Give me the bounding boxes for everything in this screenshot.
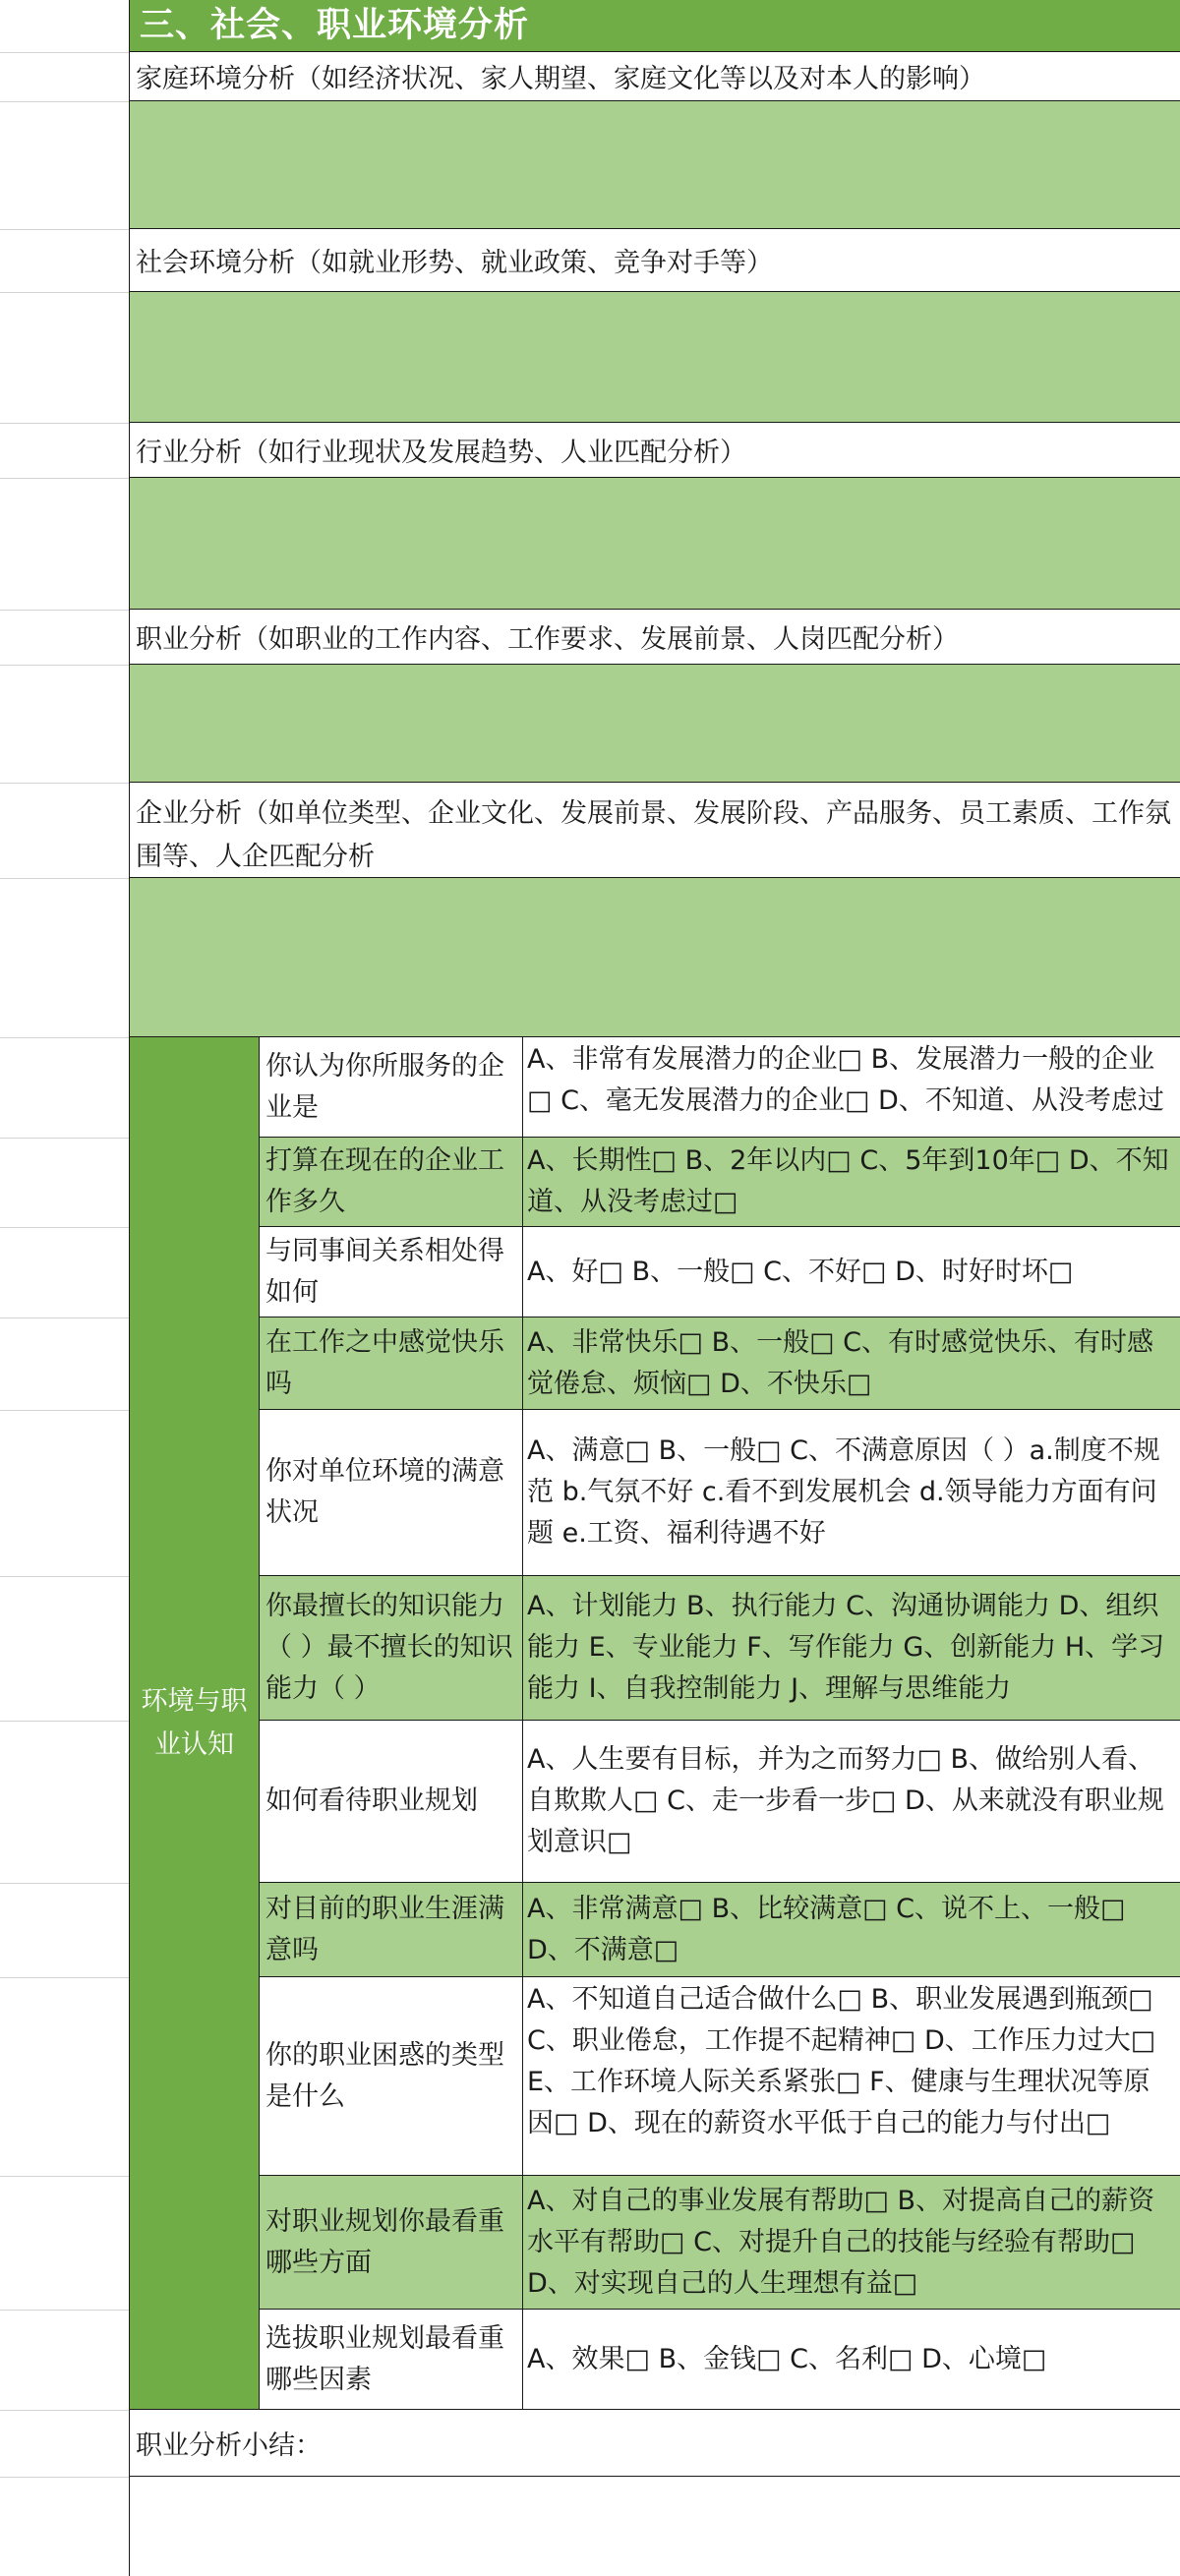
question-row [260, 1037, 1180, 1138]
gutter-line [0, 2477, 130, 2478]
question-cell[interactable] [260, 2310, 523, 2409]
summary-input[interactable] [130, 2477, 1180, 2576]
industry-analysis-input[interactable] [130, 478, 1180, 610]
gutter-line [0, 1977, 130, 1978]
gutter-line [0, 478, 130, 479]
answer-cell[interactable] [523, 1721, 1180, 1882]
answer-options: A、长期性□ B、2年以内□ C、5年到10年□ D、不知道、从没考虑过□ [527, 1145, 1169, 1217]
question-cell[interactable] [260, 1977, 523, 2175]
answer-options: A、人生要有目标，并为之而努力□ B、做给别人看、自欺欺人□ C、走一步看一步□ D、从来就没有职业规划意识□ [527, 1744, 1164, 1857]
answer-options: A、非常快乐□ B、一般□ C、有时感觉快乐、有时感觉倦怠、烦恼□ D、不快乐□ [527, 1326, 1154, 1399]
question-cell[interactable] [260, 2176, 523, 2309]
question-cell[interactable] [260, 1721, 523, 1882]
question-cell[interactable] [260, 1317, 523, 1409]
question-text: 你最擅长的知识能力（ ）最不擅长的知识能力（ ） [266, 1591, 513, 1704]
answer-cell[interactable] [523, 1977, 1180, 2175]
answer-cell[interactable] [523, 2310, 1180, 2409]
answer-cell[interactable] [523, 1037, 1180, 1137]
society-analysis-input[interactable] [130, 292, 1180, 423]
gutter-line [0, 1227, 130, 1228]
answer-options: A、效果□ B、金钱□ C、名利□ D、心境□ [527, 2343, 1047, 2374]
gutter-line [0, 665, 130, 666]
question-text: 选拔职业规划最看重哪些因素 [266, 2322, 504, 2395]
gutter-line [0, 1883, 130, 1884]
section-title[interactable]: 三、社会、职业环境分析 [130, 0, 1180, 52]
question-row [260, 1410, 1180, 1576]
question-row [260, 1883, 1180, 1977]
question-cell[interactable] [260, 1576, 523, 1720]
answer-options: A、不知道自己适合做什么□ B、职业发展遇到瓶颈□ C、职业倦怠，工作提不起精神□ D、工作压力过大□ E、工作环境人际关系紧张□ F、健康与生理状况等原因□ D、现在的薪资水平低于自己的能力与付出□ [527, 1984, 1156, 2138]
question-row [260, 1227, 1180, 1317]
gutter-line [0, 1138, 130, 1139]
question-row [260, 1721, 1180, 1883]
answer-options: A、好□ B、一般□ C、不好□ D、时好时坏□ [527, 1256, 1074, 1287]
summary-label: 职业分析小结： [136, 2430, 322, 2461]
gutter-line [0, 610, 130, 611]
answer-cell[interactable] [523, 1138, 1180, 1226]
gutter-line [0, 423, 130, 424]
answer-cell[interactable] [523, 2176, 1180, 2309]
question-text: 与同事间关系相处得如何 [266, 1235, 504, 1308]
answer-options: A、非常有发展潜力的企业□ B、发展潜力一般的企业□ C、毫无发展潜力的企业□ D、不知道、从没考虑过 [527, 1044, 1164, 1116]
answer-options: A、满意□ B、一般□ C、不满意原因（ ）a.制度不规范 b.气氛不好 c.看不到发展机会 d.领导能力方面有问题 e.工资、福利待遇不好 [527, 1435, 1160, 1549]
answer-cell[interactable] [523, 1317, 1180, 1409]
question-text: 你的职业困惑的类型是什么 [266, 2039, 504, 2112]
worksheet [130, 0, 1180, 2576]
gutter-line [0, 1317, 130, 1318]
answer-cell[interactable] [523, 1576, 1180, 1720]
question-text: 你认为你所服务的企业是 [266, 1050, 504, 1123]
question-row [260, 2310, 1180, 2410]
group-label: 环境与职业认知 [141, 1685, 248, 1760]
question-text: 打算在现在的企业工作多久 [266, 1145, 504, 1217]
family-analysis-prompt[interactable]: 家庭环境分析（如经济状况、家人期望、家庭文化等以及对本人的影响） [130, 52, 1180, 101]
question-text: 在工作之中感觉快乐吗 [266, 1326, 504, 1399]
question-cell[interactable] [260, 1138, 523, 1226]
gutter-line [0, 101, 130, 102]
question-text: 你对单位环境的满意状况 [266, 1456, 504, 1528]
question-text: 如何看待职业规划 [266, 1786, 478, 1816]
answer-options: A、对自己的事业发展有帮助□ B、对提高自己的薪资水平有帮助□ C、对提升自己的技能与经验有帮助□ D、对实现自己的人生理想有益□ [527, 2185, 1155, 2299]
occupation-analysis-prompt[interactable]: 职业分析（如职业的工作内容、工作要求、发展前景、人岗匹配分析） [130, 610, 1180, 665]
question-row [260, 1977, 1180, 2176]
gutter-line [0, 2310, 130, 2311]
gutter-line [0, 52, 130, 53]
gutter-line [0, 2176, 130, 2177]
answer-cell[interactable] [523, 1410, 1180, 1575]
answer-options: A、非常满意□ B、比较满意□ C、说不上、一般□ D、不满意□ [527, 1893, 1126, 1965]
industry-analysis-prompt[interactable]: 行业分析（如行业现状及发展趋势、人业匹配分析） [130, 423, 1180, 478]
summary-label-cell[interactable] [130, 2410, 1180, 2477]
gutter-line [0, 2410, 130, 2411]
question-cell[interactable] [260, 1037, 523, 1137]
question-text: 对目前的职业生涯满意吗 [266, 1893, 504, 1965]
question-text: 对职业规划你最看重哪些方面 [266, 2205, 504, 2278]
answer-options: A、计划能力 B、执行能力 C、沟通协调能力 D、组织能力 E、专业能力 F、写作能力 G、创新能力 H、学习能力 I、自我控制能力 J、理解与思维能力 [527, 1591, 1165, 1704]
question-cell[interactable] [260, 1410, 523, 1575]
question-row [260, 1576, 1180, 1721]
gutter-line [0, 1037, 130, 1038]
company-analysis-input[interactable] [130, 878, 1180, 1037]
gutter-line [0, 1410, 130, 1411]
question-row [260, 1138, 1180, 1227]
question-cell[interactable] [260, 1227, 523, 1317]
row-header-gutter [0, 0, 130, 2576]
gutter-line [0, 1576, 130, 1577]
society-analysis-prompt[interactable]: 社会环境分析（如就业形势、就业政策、竞争对手等） [130, 229, 1180, 292]
answer-cell[interactable] [523, 1883, 1180, 1976]
occupation-analysis-input[interactable] [130, 665, 1180, 783]
gutter-line [0, 878, 130, 879]
gutter-line [0, 229, 130, 230]
gutter-line [0, 783, 130, 784]
question-cell[interactable] [260, 1883, 523, 1976]
gutter-line [0, 292, 130, 293]
question-row [260, 2176, 1180, 2310]
gutter-line [0, 1721, 130, 1722]
company-analysis-prompt[interactable]: 企业分析（如单位类型、企业文化、发展前景、发展阶段、产品服务、员工素质、工作氛围等、人企匹配分析 [130, 783, 1180, 878]
answer-cell[interactable] [523, 1227, 1180, 1317]
family-analysis-input[interactable] [130, 101, 1180, 229]
group-label-cell[interactable] [130, 1037, 260, 2410]
question-row [260, 1317, 1180, 1410]
